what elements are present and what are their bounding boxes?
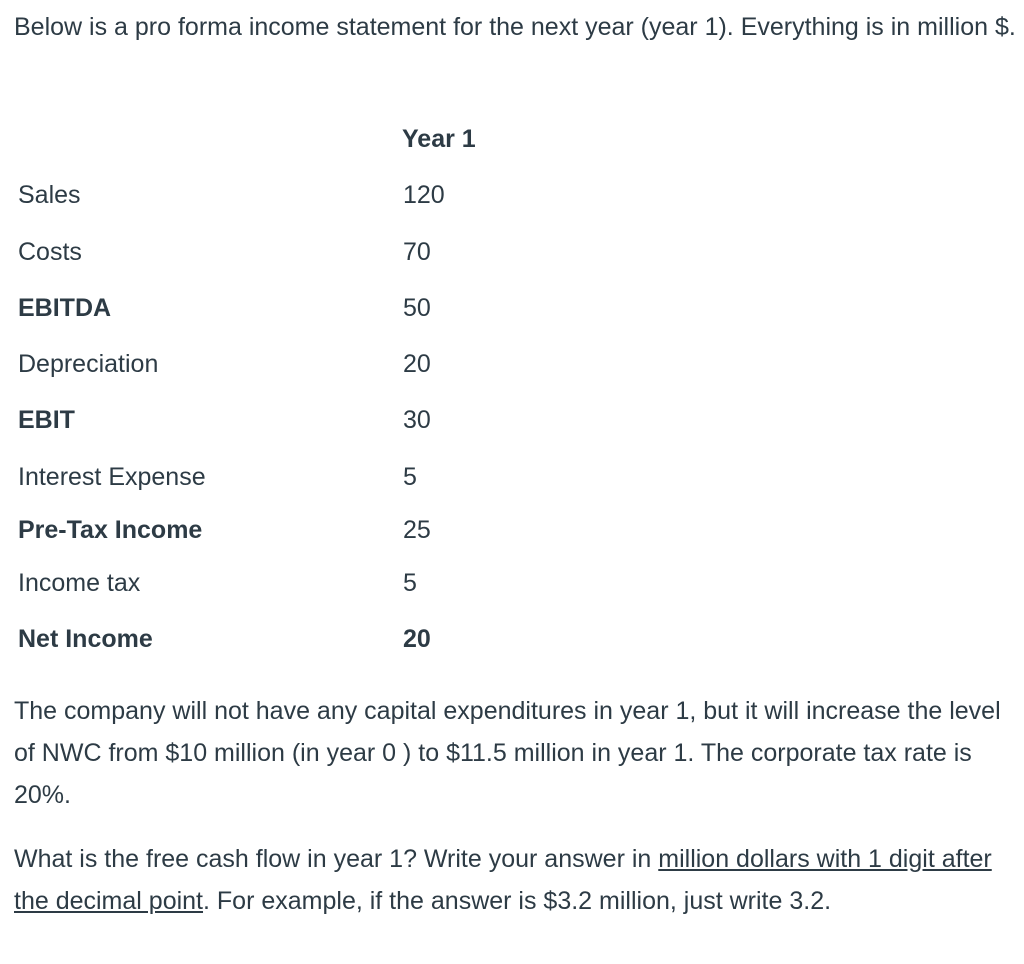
question-text-before: What is the free cash flow in year 1? Write your answer in — [14, 845, 659, 873]
row-label-sales: Sales — [18, 181, 81, 209]
row-label-interest-expense: Interest Expense — [18, 463, 206, 491]
nwc-paragraph: The company will not have any capital expenditures in year 1, but it will increase the level of NWC from $10 million (in year 0 ) to $11.5 million in year 1. The corporate tax rate is 20%. — [14, 697, 1001, 809]
row-label-depreciation: Depreciation — [18, 350, 159, 378]
row-value-ebitda: 50 — [403, 294, 431, 322]
question-paragraph — [14, 838, 1018, 922]
row-label-ebitda: EBITDA — [18, 294, 112, 322]
intro-text: Below is a pro forma income statement for the next year (year 1). Everything is in million $. — [14, 13, 1016, 41]
row-value-sales: 120 — [403, 181, 445, 209]
answer-format-underlined: million dollars with 1 digit after the decimal point — [14, 845, 992, 915]
row-label-pretax-income: Pre-Tax Income — [18, 516, 203, 544]
column-header-year1: Year 1 — [402, 125, 476, 153]
row-label-income-tax: Income tax — [18, 569, 141, 597]
row-value-costs: 70 — [403, 238, 431, 266]
row-value-pretax-income: 25 — [403, 516, 431, 544]
row-value-depreciation: 20 — [403, 350, 431, 378]
row-value-interest-expense: 5 — [403, 463, 417, 491]
question-text-after: . For example, if the answer is $3.2 million, just write 3.2. — [203, 887, 832, 915]
row-value-income-tax: 5 — [403, 569, 417, 597]
row-label-ebit: EBIT — [18, 406, 75, 434]
row-value-ebit: 30 — [403, 406, 431, 434]
row-value-net-income: 20 — [403, 625, 431, 653]
row-label-net-income: Net Income — [18, 625, 153, 653]
row-label-costs: Costs — [18, 238, 82, 266]
